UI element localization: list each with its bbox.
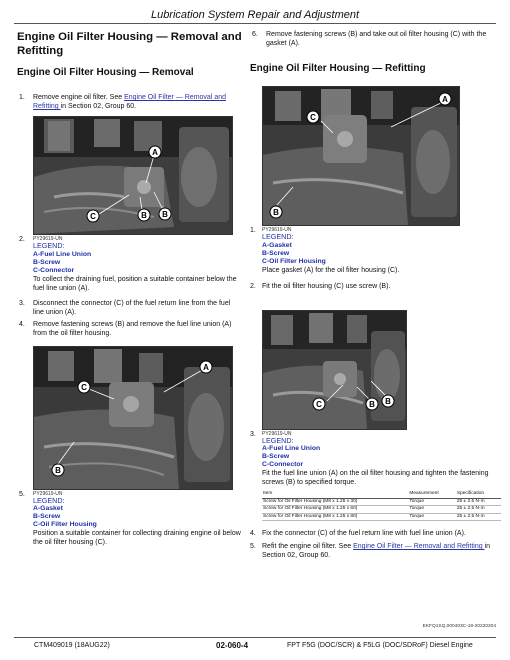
footer-engine-name: FPT F5G (DOC/SCR) & F5LG (DOC/SDRoF) Diesel Engine (287, 642, 473, 649)
figure-id: PY29619-UN (262, 430, 292, 437)
callout-a-label: A (442, 95, 448, 104)
table-row: Screw for Oil Filter Housing (M8 x 1.25 x 30) Torque 25 ± 2.5 N·m (262, 498, 501, 506)
table-row: Screw for Oil Filter Housing (M8 x 1.25 x 60) Torque 25 ± 2.5 N·m (262, 506, 501, 514)
footer-page-number: 02-060-4 (216, 641, 249, 650)
legend-item: C-Connector (33, 266, 75, 274)
step-6: 6. Remove fastening screws (B) and take out oil filter housing (C) with the gasket (A). (252, 31, 487, 47)
figure-note: Position a suitable container for collecting draining engine oil below the oil filter housing (C). (33, 530, 241, 546)
page-header-title: Lubrication System Repair and Adjustment (150, 9, 360, 21)
table-header: Item (262, 491, 408, 498)
legend-title: LEGEND: (262, 232, 294, 241)
legend-title: LEGEND: (262, 435, 294, 445)
legend-item: B-Screw (33, 513, 61, 520)
legend-item: A-Fuel Line Union (33, 250, 92, 258)
legend-item: A-Gasket (33, 505, 63, 512)
step-4: 4. Remove fastening screws (B) and remove the fuel line union (A) from the oil filter housing. (19, 320, 232, 337)
figure-id: PY29619-UN (262, 227, 292, 233)
figure-note: Place gasket (A) for the oil filter housing (C). (262, 266, 400, 274)
legend-item: A-Fuel Line Union (262, 445, 321, 452)
torque-spec-table (262, 491, 501, 521)
table-header-row (262, 491, 501, 498)
callout-c-label: C (81, 382, 87, 392)
step-number: 1. (19, 94, 25, 101)
callout-b-label: B (162, 210, 168, 219)
left-column (17, 30, 243, 547)
step-3: 3. Disconnect the connector (C) of the fuel return line from the fuel line union (A). (19, 299, 231, 316)
callout-b-label: B (141, 211, 147, 220)
legend-item: C-Oil Filter Housing (33, 521, 97, 528)
section-title: Engine Oil Filter Housing — Removal and Refitting (17, 31, 242, 57)
figure-fuel-line-union (33, 116, 233, 235)
refitting-subtitle: Engine Oil Filter Housing — Refitting (250, 63, 426, 74)
callout-c-label: C (316, 399, 322, 409)
document-id: EKFQ1SQ,000403C-19-20220204 (422, 624, 496, 629)
legend-item: C-Oil Filter Housing (262, 257, 326, 265)
footer-rule (14, 637, 496, 638)
callout-c-label: C (90, 212, 96, 221)
legend-item: C-Connector (262, 461, 304, 468)
right-column (250, 30, 496, 560)
figure-id: PY29619-UN (33, 236, 63, 242)
callout-b-label: B (385, 396, 391, 406)
header-rule (14, 23, 496, 24)
table-header: Specification (456, 491, 501, 498)
legend-title: LEGEND: (33, 241, 65, 250)
figure-fuel-line-union-refit (262, 310, 407, 430)
step-2-number: 2. (19, 236, 25, 243)
figure-gasket-removal (33, 346, 233, 490)
step-4-refit: 4. Fix the connector (C) of the fuel return line with fuel line union (A). (250, 530, 466, 537)
figure-gasket-refit (262, 86, 460, 226)
callout-b-label: B (273, 208, 279, 217)
callout-b-label: B (55, 465, 61, 475)
step-3-number: 3. (250, 430, 256, 438)
legend-title: LEGEND: (33, 495, 65, 505)
callout-b-label: B (369, 399, 375, 409)
callout-a-label: A (152, 148, 158, 157)
oil-filter-link[interactable]: Engine Oil Filter — Removal and Refitting (33, 94, 226, 110)
callout-c-label: C (310, 113, 316, 122)
legend-item: B-Screw (262, 249, 290, 257)
footer-manual-id: CTM409019 (18AUG22) (34, 642, 110, 649)
figure-id: PY29619-UN (33, 490, 63, 497)
step-1: 1. Remove engine oil filter. See Engine Oil Filter — Removal and Refitting in Section 02, Group 60. (19, 94, 226, 110)
legend-item: B-Screw (262, 453, 290, 460)
table-row: Screw for Oil Filter Housing (M8 x 1.25 x 80) Torque 25 ± 2.5 N·m (262, 513, 501, 521)
legend-item: A-Gasket (262, 241, 292, 249)
step-2: 2. Fit the oil filter housing (C) use screw (B). (250, 282, 391, 290)
table-header: Measurement (408, 491, 456, 498)
step-5-number: 5. (19, 490, 25, 498)
removal-subtitle: Engine Oil Filter Housing — Removal (17, 67, 194, 78)
legend-item: B-Screw (33, 258, 61, 266)
figure-note: Fit the fuel line union (A) on the oil filter housing and tighten the fastening screws (B) to specified torque. (262, 470, 489, 486)
figure-note: To collect the draining fuel, position a suitable container below the fuel line union (A). (33, 275, 237, 292)
step-5-refit: 5. Refit the engine oil filter. See Engine Oil Filter — Removal and Refitting in Section 02, Group 60. (250, 543, 491, 559)
oil-filter-link[interactable]: Engine Oil Filter — Removal and Refitting (353, 543, 485, 550)
callout-a-label: A (203, 362, 209, 372)
step-1-number: 1. (250, 227, 256, 234)
